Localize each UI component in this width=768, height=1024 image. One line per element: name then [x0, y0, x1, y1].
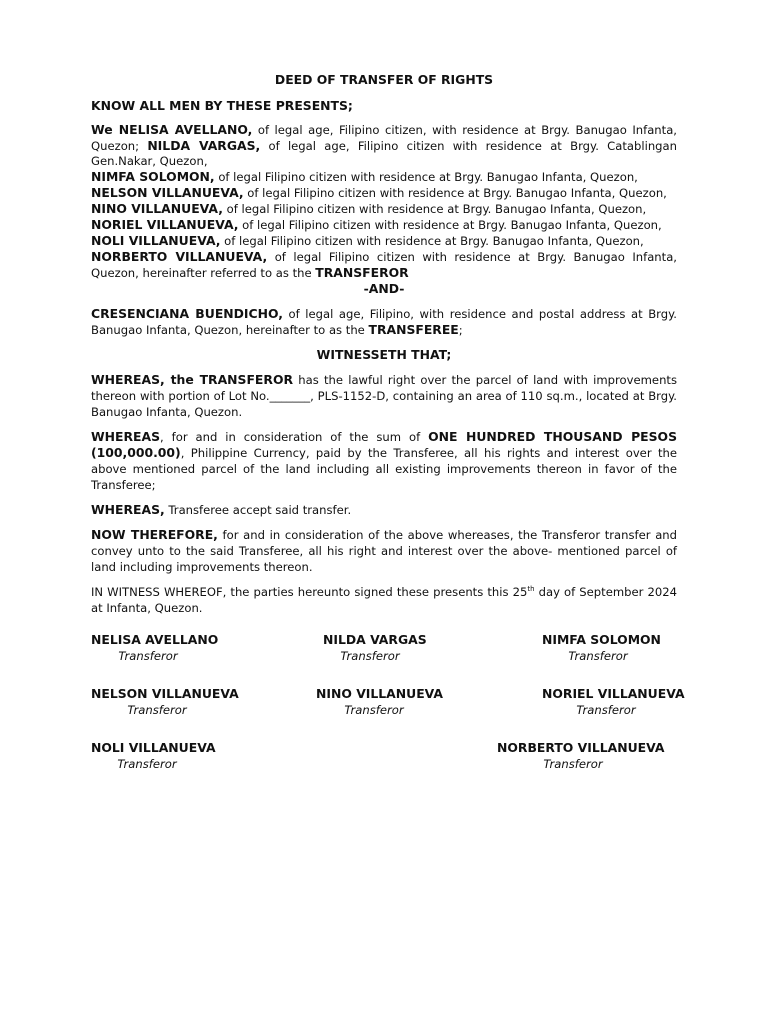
signature-block	[91, 740, 216, 771]
signatory-role: Transferor	[344, 703, 404, 717]
signatory-role: Transferor	[127, 703, 187, 717]
signature-block	[91, 686, 239, 717]
signatory-name: NINO VILLANUEVA	[316, 686, 444, 701]
transferee-end: ;	[458, 323, 463, 337]
whereas-2-paragraph	[91, 429, 677, 493]
signatory-role: Transferor	[543, 757, 603, 771]
signature-block	[542, 686, 685, 717]
transferee-label: TRANSFEREE	[368, 322, 459, 337]
whereas-1-paragraph	[91, 372, 677, 420]
transferor-4-details: of legal Filipino citizen with residence at Brgy. Banugao Infanta, Quezon,	[243, 186, 667, 200]
now-therefore-lead: NOW THEREFORE,	[91, 527, 218, 542]
transferor-5-line	[91, 201, 677, 217]
consideration-amount: ONE HUNDRED THOUSAND PESOS (100,000.00)	[91, 429, 677, 460]
transferor-8-line	[91, 249, 677, 281]
transferor-2-details: of legal age, Filipino citizen with residence at Brgy. Catablingan Gen.Nakar, Quezon,	[91, 139, 677, 168]
witnesseth-heading	[91, 347, 677, 363]
signatory-name: NILDA VARGAS	[323, 632, 427, 647]
transferor-5-details: of legal Filipino citizen with residence at Brgy. Banugao Infanta, Quezon,	[222, 202, 647, 216]
document-title: DEED OF TRANSFER OF RIGHTS	[274, 72, 494, 87]
signatory-role: Transferor	[576, 703, 636, 717]
transferor-3-name: NIMFA SOLOMON,	[91, 169, 215, 184]
now-therefore-paragraph	[91, 527, 677, 575]
transferor-3-line	[91, 169, 677, 185]
transferor-8-details: of legal Filipino citizen with residence at Brgy. Banugao Infanta, Quezon, hereinafter referred to as the	[91, 250, 677, 280]
witness-paragraph	[91, 584, 677, 616]
whereas-3-text: Transferee accept said transfer.	[164, 503, 352, 517]
transferor-6-name: NORIEL VILLANUEVA,	[91, 217, 239, 232]
whereas-2-text-b: , Philippine Currency, paid by the Transferee, all his rights and interest over the above mentioned parcel of the land including all existing improvements thereon in favor of the Transferee;	[91, 446, 677, 492]
signatory-name: NORIEL VILLANUEVA	[542, 686, 685, 701]
signature-block	[316, 686, 444, 717]
deed-body	[91, 72, 677, 625]
and-separator	[91, 281, 677, 297]
transferor-6-details: of legal Filipino citizen with residence at Brgy. Banugao Infanta, Quezon,	[238, 218, 662, 232]
transferor-1-name: We NELISA AVELLANO,	[91, 122, 253, 137]
transferee-paragraph	[91, 306, 677, 338]
transferor-6-line	[91, 217, 677, 233]
witnesseth-label: WITNESSETH THAT;	[316, 347, 452, 362]
transferors-paragraph	[91, 122, 677, 169]
whereas-2-lead: WHEREAS	[91, 429, 161, 444]
whereas-1-text: has the lawful right over the parcel of land with improvements thereon with portion of Lot No._______, PLS-1152-D, containing an area of 110 sq.m., located at Brgy. Banugao Infanta, Quezon.	[91, 373, 677, 419]
signatory-role: Transferor	[118, 649, 178, 663]
date-ordinal-suffix: th	[527, 585, 535, 594]
transferor-2-name: NILDA VARGAS,	[147, 138, 261, 153]
transferor-1-details: of legal age, Filipino citizen, with residence at Brgy. Banugao Infanta, Quezon;	[91, 123, 677, 153]
signatory-name: NELISA AVELLANO	[91, 632, 219, 647]
transferor-7-line	[91, 233, 677, 249]
signatory-role: Transferor	[568, 649, 628, 663]
signature-block	[542, 632, 661, 663]
signature-block	[91, 632, 219, 663]
whereas-3-lead: WHEREAS,	[91, 502, 165, 517]
witness-text-b: day of September 2024 at Infanta, Quezon.	[91, 585, 677, 615]
intro-heading: KNOW ALL MEN BY THESE PRESENTS;	[91, 98, 353, 113]
transferor-4-name: NELSON VILLANUEVA,	[91, 185, 244, 200]
signatory-name: NORBERTO VILLANUEVA	[497, 740, 665, 755]
transferor-8-name: NORBERTO VILLANUEVA,	[91, 249, 268, 264]
transferor-4-line	[91, 185, 677, 201]
signatory-name: NIMFA SOLOMON	[542, 632, 661, 647]
now-therefore-text: for and in consideration of the above whereases, the Transferor transfer and convey unto to the said Transferee, all his right and interest over the above- mentioned parcel of land including improvements thereon.	[91, 528, 678, 574]
transferee-details: of legal age, Filipino, with residence and postal address at Brgy. Banugao Infanta, Quezon, hereinafter to as the	[91, 307, 677, 337]
whereas-3-paragraph	[91, 502, 677, 518]
signature-block	[323, 632, 427, 663]
signature-block	[497, 740, 665, 771]
transferor-7-name: NOLI VILLANUEVA,	[91, 233, 221, 248]
transferor-3-details: of legal Filipino citizen with residence at Brgy. Banugao Infanta, Quezon,	[214, 170, 638, 184]
signatory-name: NOLI VILLANUEVA	[91, 740, 216, 755]
transferor-7-details: of legal Filipino citizen with residence at Brgy. Banugao Infanta, Quezon,	[220, 234, 644, 248]
whereas-1-lead: WHEREAS, the TRANSFEROR	[91, 372, 294, 387]
witness-text-a: IN WITNESS WHEREOF, the parties hereunto signed these presents this 25	[91, 585, 528, 599]
signatory-name: NELSON VILLANUEVA	[91, 686, 239, 701]
whereas-2-text-a: , for and in consideration of the sum of	[160, 430, 429, 444]
signatory-role: Transferor	[340, 649, 400, 663]
transferor-5-name: NINO VILLANUEVA,	[91, 201, 223, 216]
transferor-label: TRANSFEROR	[315, 265, 409, 280]
signatory-role: Transferor	[117, 757, 177, 771]
and-label: -AND-	[363, 281, 405, 296]
transferee-name: CRESENCIANA BUENDICHO,	[91, 306, 283, 321]
